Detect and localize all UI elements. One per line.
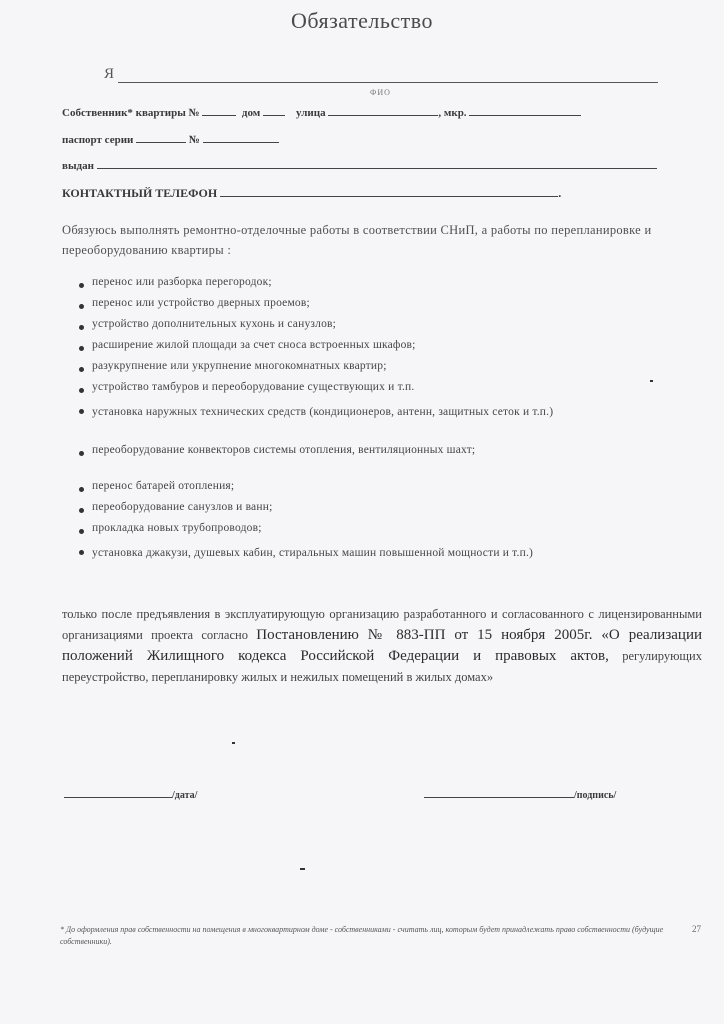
passport-row <box>62 134 279 146</box>
scan-speck <box>650 380 653 382</box>
final-text-part1: только после предъявления в эксплуатирующую организацию разработанного и согласованного с лицензированными организациями проекта согласно <box>62 607 702 642</box>
list-item: устройство дополнительных кухонь и санузлов; <box>84 318 704 339</box>
footnote: * До оформления прав собственности на помещения в многоквартирном доме - собственниками - считать лиц, которым будет принадлежать право собственности (будущие собственники). <box>60 925 664 946</box>
date-block <box>64 790 197 801</box>
name-field-line[interactable] <box>118 82 658 83</box>
bullet-icon <box>79 487 84 492</box>
signature-block <box>424 790 616 801</box>
passport-number-label: № <box>188 134 200 146</box>
bullet-icon <box>79 451 84 456</box>
bullet-icon <box>79 388 84 393</box>
list-item: установка джакузи, душевых кабин, стиральных машин повышенной мощности и т.п.) <box>84 543 704 585</box>
phone-field[interactable] <box>220 195 558 197</box>
bullet-icon <box>79 367 84 372</box>
street-label: улица <box>296 107 326 119</box>
passport-series-label: паспорт серии <box>62 134 134 146</box>
list-item: прокладка новых трубопроводов; <box>84 522 704 543</box>
signature-label: /подпись/ <box>574 790 617 801</box>
bullet-icon <box>79 304 84 309</box>
final-text-part3: регулирующих переустройство, перепланировку жилых и нежилых помещений в жилых домах» <box>62 649 702 684</box>
bullet-icon <box>79 409 84 414</box>
list-item: устройство тамбуров и переоборудование существующих и т.п. <box>84 381 704 402</box>
date-field[interactable] <box>64 796 172 798</box>
house-number-field[interactable] <box>263 114 285 116</box>
house-label: дом <box>241 107 261 119</box>
bullet-icon <box>79 529 84 534</box>
issued-label: выдан <box>62 160 94 172</box>
apartment-number-field[interactable] <box>202 114 236 116</box>
phone-row: КОНТАКТНЫЙ ТЕЛЕФОН . <box>62 186 562 200</box>
list-item: переоборудование конвекторов системы отопления, вентиляционных шахт; <box>84 444 704 480</box>
mkr-field[interactable] <box>469 114 581 116</box>
bullet-icon <box>79 550 84 555</box>
bullet-icon <box>79 283 84 288</box>
works-list <box>84 276 704 585</box>
owner-row: Собственник* квартиры № дом улица , мкр. <box>62 107 581 119</box>
signature-field[interactable] <box>424 796 574 798</box>
phone-label: КОНТАКТНЫЙ ТЕЛЕФОН <box>62 186 218 200</box>
list-item: расширение жилой площади за счет сноса встроенных шкафов; <box>84 339 704 360</box>
passport-series-field[interactable] <box>136 141 186 143</box>
ya-label: Я <box>104 66 115 82</box>
issued-field[interactable] <box>97 167 657 169</box>
list-item: переоборудование санузлов и ванн; <box>84 501 704 522</box>
scan-speck <box>232 742 235 744</box>
final-paragraph <box>62 604 702 688</box>
bullet-icon <box>79 508 84 513</box>
fio-caption: ФИО <box>370 88 391 97</box>
apartment-label: квартиры № <box>135 107 200 119</box>
mkr-label: мкр. <box>443 107 467 119</box>
street-field[interactable] <box>328 114 438 116</box>
owner-label: Собственник* <box>62 107 133 119</box>
list-item: перенос батарей отопления; <box>84 480 704 501</box>
bullet-icon <box>79 325 84 330</box>
bullet-icon <box>79 346 84 351</box>
list-item: перенос или устройство дверных проемов; <box>84 297 704 318</box>
issued-row <box>62 160 657 172</box>
list-item: установка наружных технических средств (кондиционеров, антенн, защитных сеток и т.п.) <box>84 402 704 444</box>
date-label: /дата/ <box>172 790 198 801</box>
scan-speck <box>300 868 305 870</box>
final-text-part2: Постановлению № 883-ПП от 15 ноября 2005г. «О реализации положений Жилищного кодекса Российской Федерации и правовых актов, <box>62 627 703 664</box>
page-number: 27 <box>692 924 701 934</box>
document-title: Обязательство <box>290 8 434 33</box>
commitment-intro: Обязуюсь выполнять ремонтно-отделочные работы в соответствии СНиП, а работы по перепланировке и переоборудованию квартиры : <box>62 223 652 257</box>
passport-number-field[interactable] <box>203 141 279 143</box>
list-item: перенос или разборка перегородок; <box>84 276 704 297</box>
list-item: разукрупнение или укрупнение многокомнатных квартир; <box>84 360 704 381</box>
